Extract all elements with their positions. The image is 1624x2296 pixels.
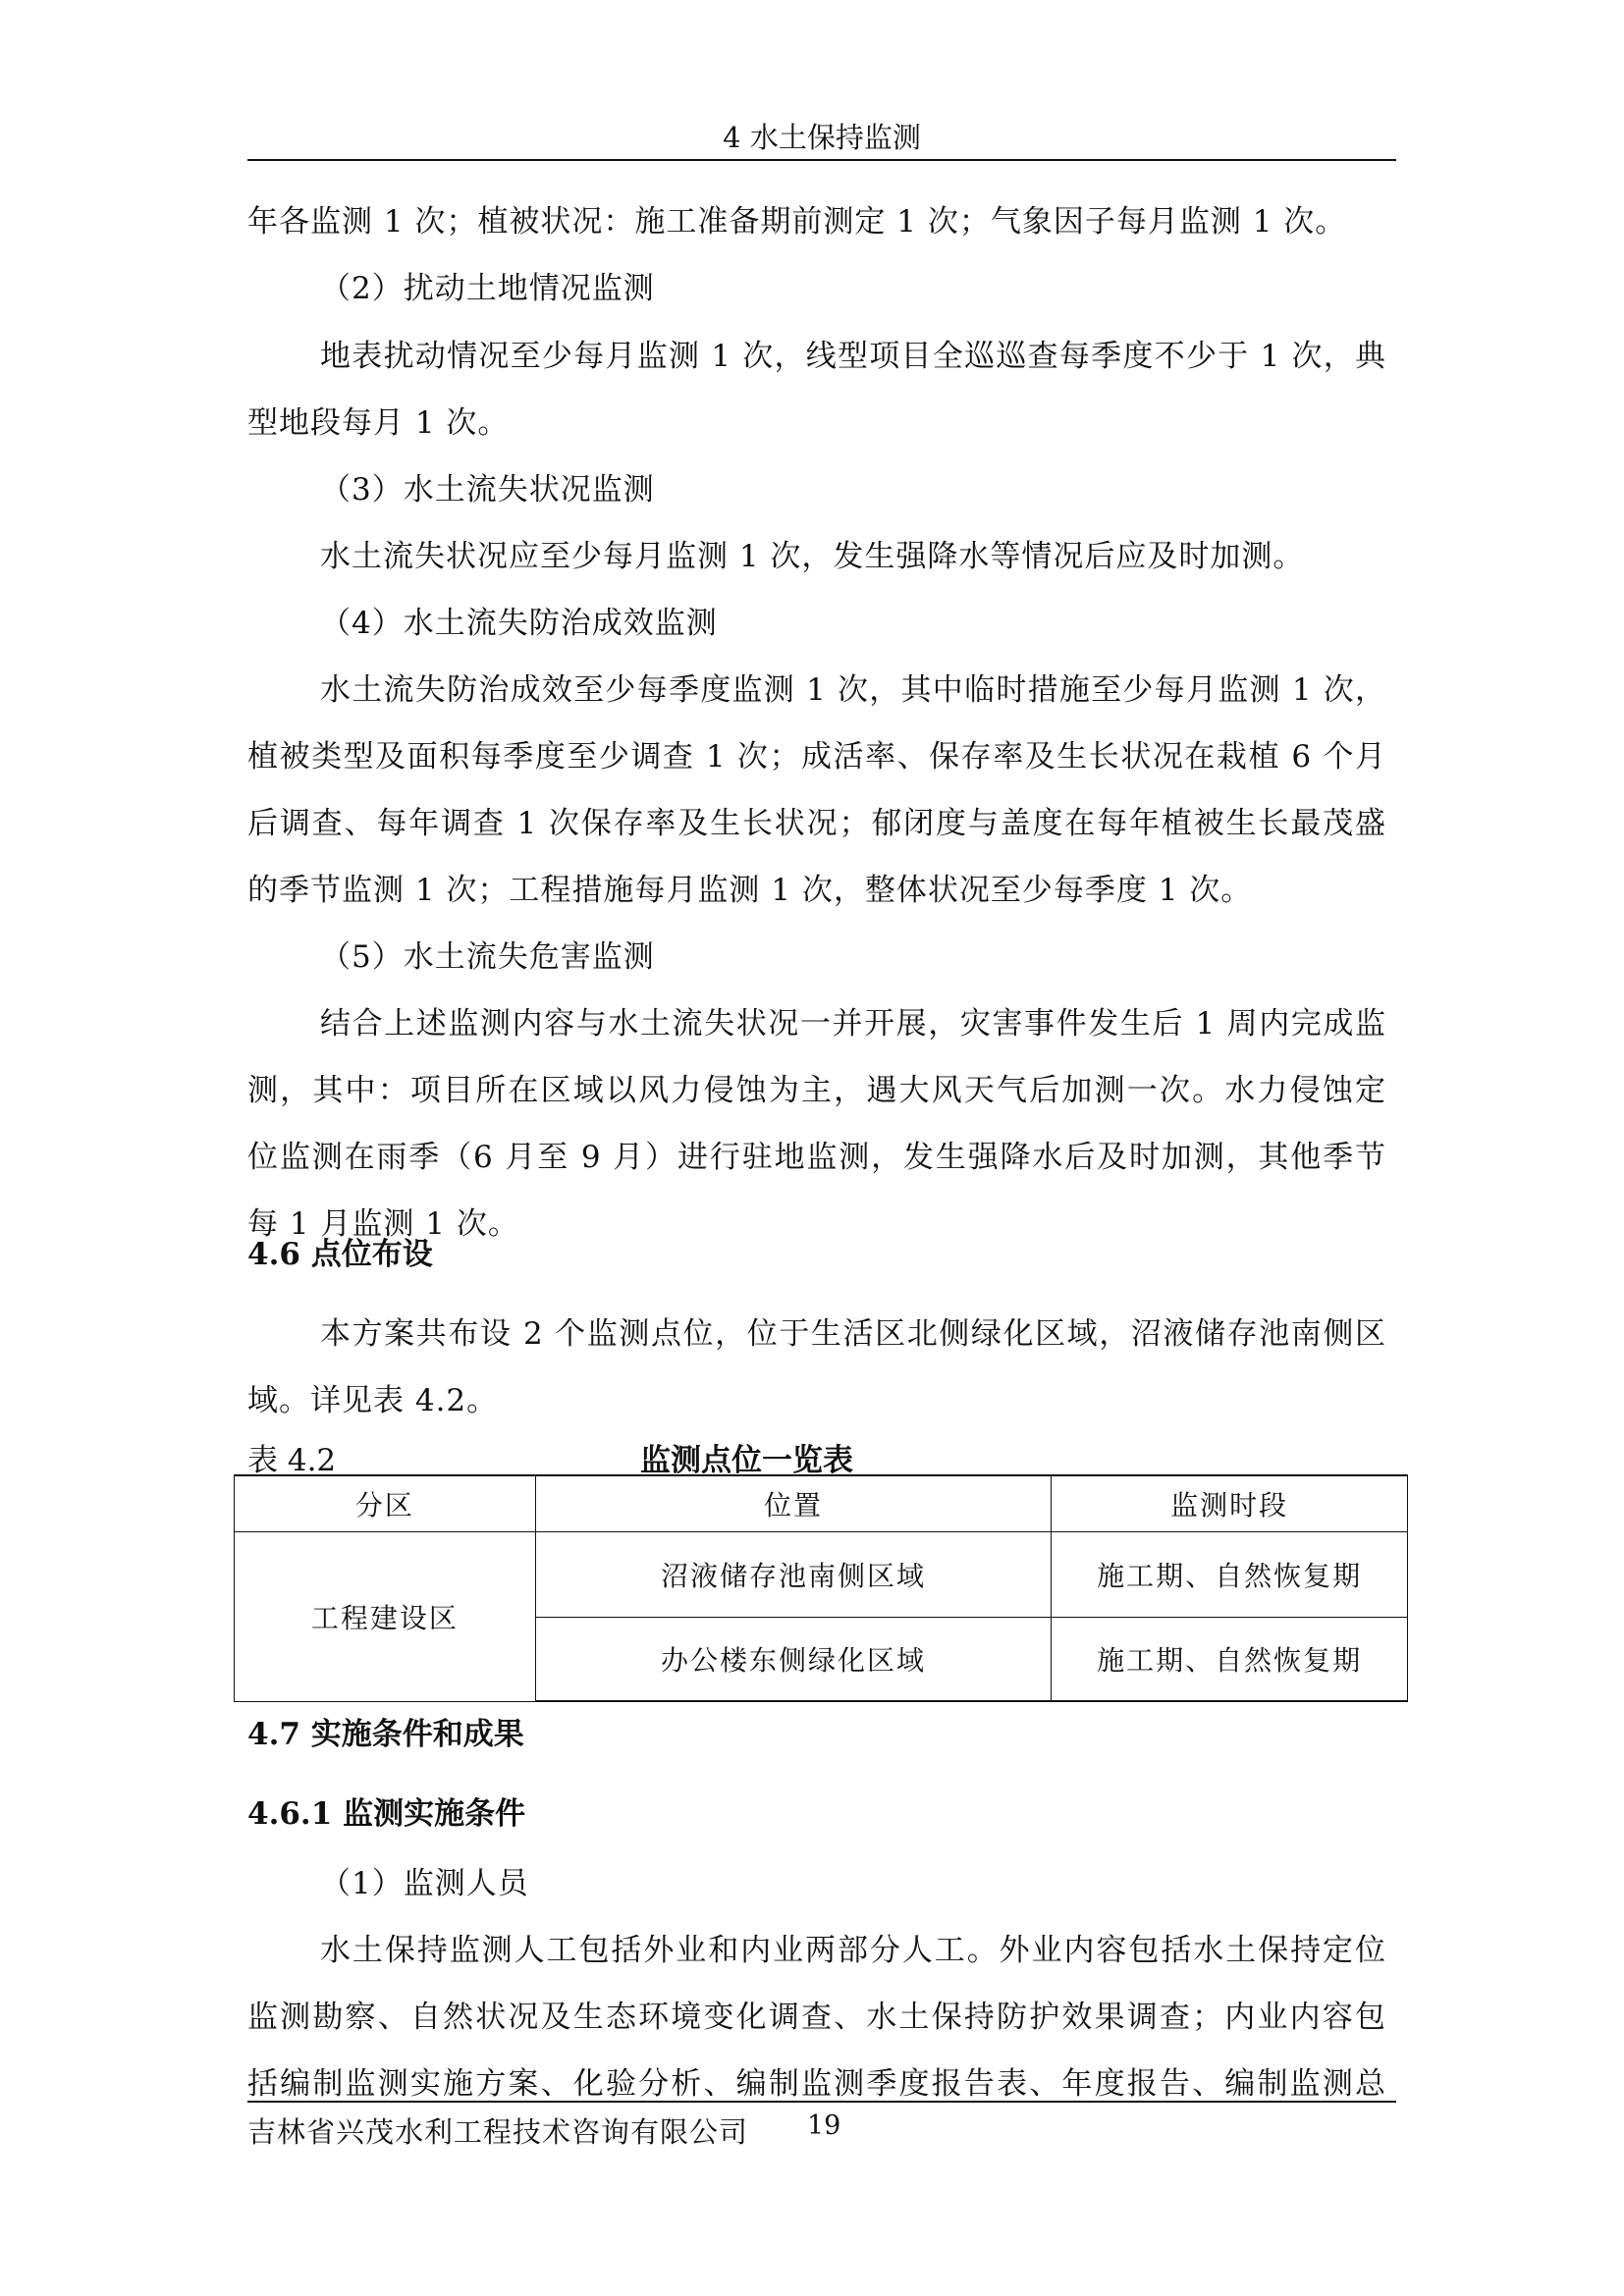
zone-cell: 工程建设区 bbox=[235, 1532, 536, 1702]
header-rule bbox=[247, 159, 1396, 161]
paragraph-line: 测，其中：项目所在区域以风力侵蚀为主，遇大风天气后加测一次。水力侵蚀定 bbox=[247, 1073, 1386, 1108]
period-cell: 施工期、自然恢复期 bbox=[1052, 1532, 1408, 1618]
paragraph-line: 水土流失防治成效至少每季度监测 1 次，其中临时措施至少每月监测 1 次， bbox=[320, 672, 1386, 708]
paragraph-line: 水土流失状况应至少每月监测 1 次，发生强降水等情况后应及时加测。 bbox=[320, 539, 1305, 574]
paragraph-line: 地表扰动情况至少每月监测 1 次，线型项目全巡巡查每季度不少于 1 次，典 bbox=[320, 339, 1386, 374]
running-header: 4 水土保持监测 bbox=[723, 121, 921, 154]
monitoring-points-table bbox=[234, 1474, 1408, 1702]
subsection-heading-4-6-1: 4.6.1 监测实施条件 bbox=[247, 1796, 526, 1832]
list-item-heading: （5）水土流失危害监测 bbox=[320, 939, 655, 975]
footer-company: 吉林省兴茂水利工程技术咨询有限公司 bbox=[247, 2115, 749, 2149]
period-cell: 施工期、自然恢复期 bbox=[1052, 1618, 1408, 1702]
location-cell: 办公楼东侧绿化区域 bbox=[535, 1618, 1052, 1702]
location-cell: 沼液储存池南侧区域 bbox=[535, 1532, 1052, 1618]
paragraph-line: 本方案共布设 2 个监测点位，位于生活区北侧绿化区域，沼液储存池南侧区 bbox=[320, 1316, 1386, 1352]
paragraph-line: 型地段每月 1 次。 bbox=[247, 405, 510, 441]
paragraph-line: 后调查、每年调查 1 次保存率及生长状况；郁闭度与盖度在每年植被生长最茂盛 bbox=[247, 806, 1386, 841]
list-item-heading: （1）监测人员 bbox=[320, 1866, 529, 1901]
table-label: 表 4.2 bbox=[247, 1443, 337, 1478]
section-heading-4-7: 4.7 实施条件和成果 bbox=[247, 1717, 524, 1752]
list-item-heading: （4）水土流失防治成效监测 bbox=[320, 606, 718, 641]
list-item-heading: （3）水土流失状况监测 bbox=[320, 472, 655, 507]
paragraph-line: 位监测在雨季（6 月至 9 月）进行驻地监测，发生强降水后及时加测，其他季节 bbox=[247, 1140, 1386, 1175]
paragraph-line: 年各监测 1 次；植被状况：施工准备期前测定 1 次；气象因子每月监测 1 次。 bbox=[247, 204, 1347, 240]
table-header-row bbox=[235, 1475, 1408, 1532]
paragraph-line: 每 1 月监测 1 次。 bbox=[247, 1206, 519, 1242]
paragraph-line: 监测勘察、自然状况及生态环境变化调查、水土保持防护效果调查；内业内容包 bbox=[247, 2000, 1386, 2035]
table-header-cell: 监测时段 bbox=[1052, 1475, 1408, 1532]
paragraph-line: 水土保持监测人工包括外业和内业两部分人工。外业内容包括水土保持定位 bbox=[320, 1933, 1386, 1968]
section-heading-4-6: 4.6 点位布设 bbox=[247, 1237, 433, 1272]
table-title: 监测点位一览表 bbox=[640, 1443, 853, 1478]
table-header-cell: 分区 bbox=[235, 1475, 536, 1532]
table-row bbox=[235, 1532, 1408, 1618]
page-number: 19 bbox=[807, 2110, 841, 2141]
list-item-heading: （2）扰动土地情况监测 bbox=[320, 271, 655, 306]
paragraph-line: 括编制监测实施方案、化验分析、编制监测季度报告表、年度报告、编制监测总 bbox=[247, 2066, 1386, 2102]
paragraph-line: 的季节监测 1 次；工程措施每月监测 1 次，整体状况至少每季度 1 次。 bbox=[247, 873, 1253, 908]
paragraph-line: 植被类型及面积每季度至少调查 1 次；成活率、保存率及生长状况在栽植 6 个月 bbox=[247, 739, 1386, 774]
table-header-cell: 位置 bbox=[535, 1475, 1052, 1532]
footer-rule bbox=[247, 2101, 1396, 2103]
paragraph-line: 域。详见表 4.2。 bbox=[247, 1383, 499, 1418]
paragraph-line: 结合上述监测内容与水土流失状况一并开展，灾害事件发生后 1 周内完成监 bbox=[320, 1006, 1386, 1041]
